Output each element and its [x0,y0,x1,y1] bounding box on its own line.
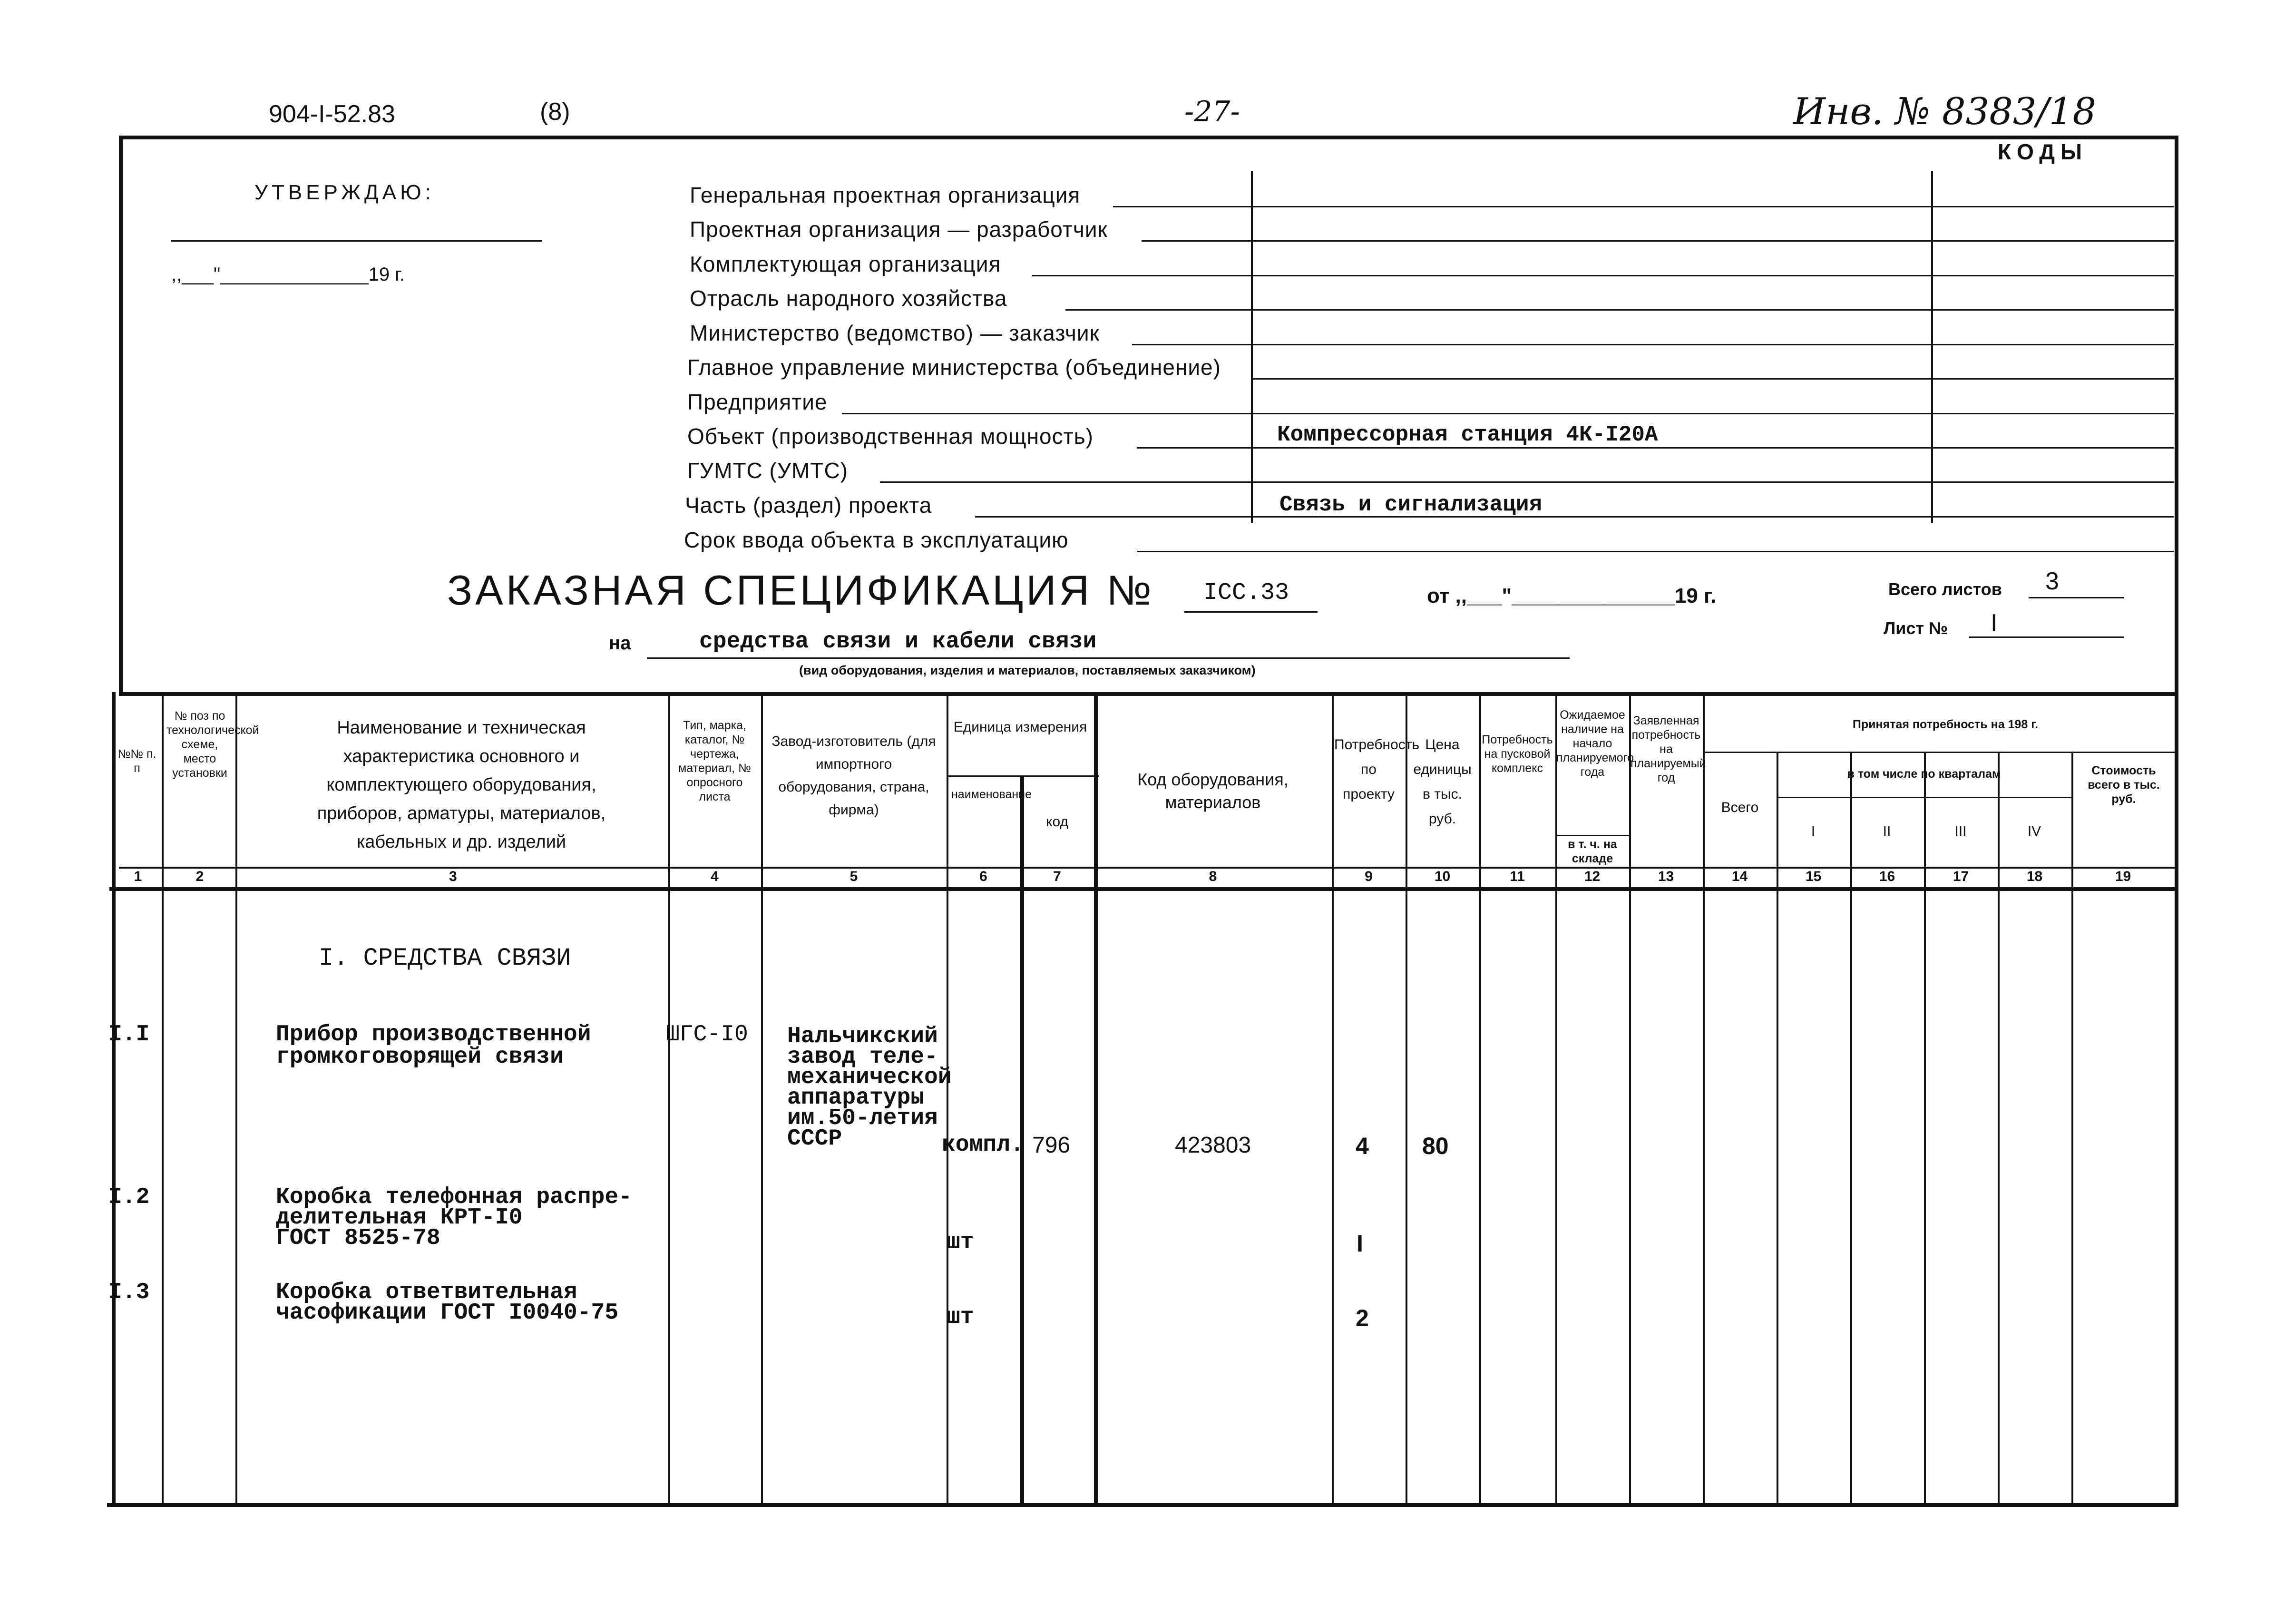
col-head-unit-code: код [1046,814,1068,830]
row-maker-line: механической [787,1065,952,1090]
org-general-label: Генеральная проектная организация [690,183,1081,207]
spec-for-label: на [609,633,631,654]
row-maker-line: Нальчикский [787,1024,938,1049]
col-head-equip-code: Код оборудования, материалов [1137,770,1289,812]
row-unit-code: 796 [1032,1133,1071,1158]
org-part-label: Часть (раздел) проекта [685,493,932,518]
col-number: 16 [1879,869,1895,884]
page-number: -27- [1184,95,1240,128]
doc-code: 904-I-52.83 [269,100,395,128]
col-head-q3: III [1954,823,1967,839]
col-number: 19 [2115,869,2131,884]
row-name-line: громкоговорящей связи [276,1044,564,1070]
spec-subject: средства связи и кабели связи [699,629,1097,655]
col-head-total: Всего [1721,800,1759,815]
col-head-warehouse: в т. ч. на складе [1568,838,1617,865]
col-number: 8 [1209,869,1217,884]
col-head-no: №№ п. п [117,747,156,775]
col-number: 18 [2026,869,2043,884]
sheet-value: I [1991,609,1998,637]
row-unit: шт [947,1304,974,1330]
col-head-q1: I [1811,823,1816,839]
row-unit: компл. [942,1132,1024,1158]
org-developer-label: Проектная организация — разработчик [690,217,1108,242]
row-need: I [1357,1230,1363,1257]
spec-from: от ,,___"______________19 г. [1427,584,1717,607]
col-number: 2 [195,869,204,884]
org-enterprise-label: Предприятие [687,390,828,414]
row-maker-line: им.50-летия [787,1105,938,1131]
row-price: 80 [1422,1133,1449,1159]
org-supplier-label: Комплектующая организация [690,252,1001,276]
col-head-need: Потребность по проекту [1334,737,1420,802]
row-name-line: ГОСТ 8525-78 [276,1225,440,1251]
col-number: 4 [711,869,719,884]
row-no: I.2 [108,1184,150,1210]
col-number: 7 [1053,869,1061,884]
approve-date: ,,___"______________19 г. [171,264,405,285]
col-head-pos: № поз по технологической схеме, место установки [166,709,259,780]
org-gumts-label: ГУМТС (УМТС) [687,458,849,483]
row-name-line: делительная КРТ-I0 [276,1205,523,1231]
codes-header: КОДЫ [1998,139,2088,164]
col-number: 15 [1805,869,1822,884]
col-number: 5 [849,869,858,884]
org-object-value: Компрессорная станция 4К-I20А [1277,422,1658,447]
col-head-expected: Ожидаемое наличие на начало планируемого года [1556,708,1634,779]
row-need: 4 [1356,1133,1369,1159]
spec-number: ICC.33 [1203,579,1289,607]
col-head-unit: Единица измерения [953,719,1087,735]
inventory-number: Инв. № 8383/18 [1793,90,2097,133]
row-name-line: Коробка ответвительная [276,1280,577,1305]
spec-title: ЗАКАЗНАЯ СПЕЦИФИКАЦИЯ № [447,567,1154,614]
col-head-price: Цена единицы в тыс. руб. [1413,737,1472,827]
row-name-line: часофикации ГОСТ I0040-75 [276,1300,619,1326]
row-maker-line: СССР [787,1126,842,1152]
row-maker-line: аппаратуры [787,1085,925,1111]
org-object-label: Объект (производственная мощность) [687,424,1094,449]
col-number: 1 [134,869,142,884]
org-part-value: Связь и сигнализация [1279,492,1543,517]
spec-subject-note: (вид оборудования, изделия и материалов, поставляемых заказчиком) [799,663,1256,677]
total-sheets-label: Всего листов [1888,579,2002,599]
col-number: 10 [1434,869,1451,884]
section-title: I. СРЕДСТВА СВЯЗИ [319,944,571,972]
col-number: 6 [979,869,987,884]
row-equip-code: 423803 [1175,1133,1251,1158]
approve-title: УТВЕРЖДАЮ: [254,181,435,204]
sheet-label: Лист № [1884,618,1948,638]
row-name-line: Коробка телефонная распре- [276,1184,632,1210]
org-deadline-label: Срок ввода объекта в эксплуатацию [684,528,1069,552]
col-number: 13 [1658,869,1674,884]
col-head-unit-name: наименование [951,788,1032,801]
row-type: ШГС-I0 [666,1022,748,1047]
sheet-mark: (8) [540,98,570,126]
col-head-accepted: Принятая потребность на 198 г. [1852,718,2039,731]
col-number: 9 [1365,869,1373,884]
col-head-maker: Завод-изготовитель (для импортного оборудования, страна, фирма) [771,734,936,818]
col-number: 17 [1953,869,1969,884]
col-head-q2: II [1883,823,1891,839]
col-head-type: Тип, марка, каталог, № чертежа, материал, № опросного листа [678,719,751,803]
col-head-name: Наименование и техническая характеристика основного и комплектующего оборудования, приборов, арматуры, материалов, кабельных и др. изделий [317,718,606,852]
row-maker-line: завод теле- [787,1044,938,1070]
col-number: 3 [449,869,457,884]
col-number: 11 [1510,869,1525,884]
org-ministry-label: Министерство (ведомство) — заказчик [690,321,1100,345]
col-head-startup: Потребность на пусковой комплекс [1482,733,1553,775]
row-no: I.I [108,1022,150,1047]
col-number: 12 [1584,869,1601,884]
row-unit: шт [947,1230,974,1255]
row-name-line: Прибор производственной [276,1022,591,1047]
row-no: I.3 [108,1280,150,1305]
col-number: 14 [1731,869,1748,884]
total-sheets-value: 3 [2045,567,2059,595]
col-head-declared: Заявленная потребность на планируемый год [1631,714,1706,784]
org-industry-label: Отрасль народного хозяйства [690,286,1007,311]
col-head-q4: IV [2027,823,2041,839]
row-need: 2 [1356,1305,1369,1331]
col-head-quarters: в том числе по кварталам [1847,767,2001,781]
org-directorate-label: Главное управление министерства (объединение) [687,355,1221,380]
col-head-cost: Стоимость всего в тыс. руб. [2088,764,2160,806]
